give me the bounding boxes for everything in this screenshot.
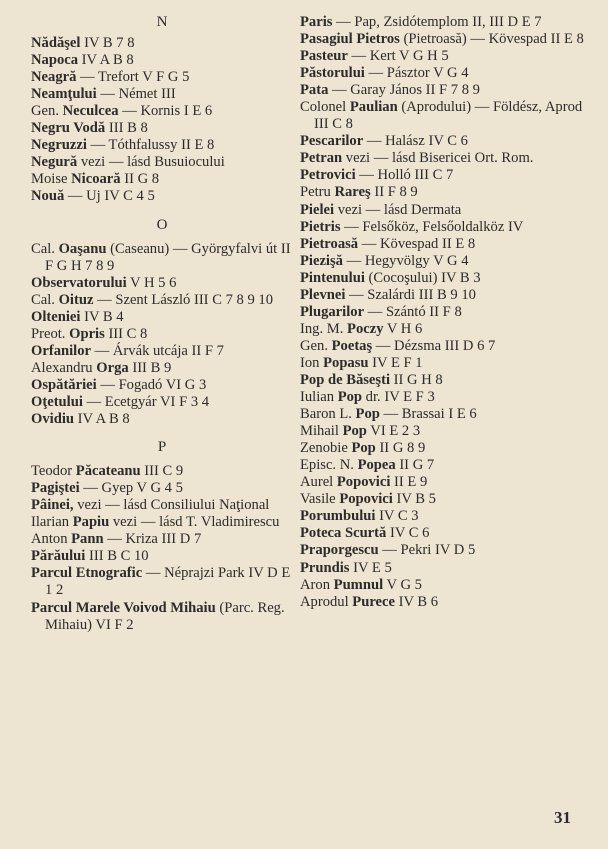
street-entry (300, 423, 600, 440)
street-entry (300, 219, 600, 236)
street-entry (31, 326, 293, 343)
entry-prefix: Colonel (300, 99, 350, 116)
entry-details: — Halász IV C 6 (363, 133, 468, 150)
street-entry (300, 474, 600, 491)
street-entry (31, 600, 293, 634)
entry-details: — Brassai I E 6 (379, 406, 477, 423)
street-name: Ovidiu (31, 411, 74, 428)
entry-details: IV C 3 (375, 508, 419, 525)
street-entry (31, 154, 293, 171)
street-name: Popea (357, 457, 396, 474)
street-entry (31, 241, 293, 275)
street-entry (300, 338, 600, 355)
street-entry (300, 82, 600, 99)
entry-details: IV B 6 (394, 593, 439, 610)
entry-details: — Szalárdi III B 9 10 (345, 286, 476, 303)
entry-details: V G 5 (383, 576, 422, 593)
entry-details: (Cocoşului) IV B 3 (364, 269, 481, 286)
street-entry (31, 275, 293, 292)
entry-details: — Hegyvölgy V G 4 (342, 252, 469, 269)
entry-prefix: Gen. (31, 103, 63, 120)
entry-details: — Kövespad II E 8 (358, 235, 476, 252)
street-entry (300, 508, 600, 525)
entry-prefix: Baron L. (300, 406, 356, 423)
street-entry (300, 525, 600, 542)
street-name: Plugarilor (300, 303, 365, 320)
street-entry (31, 531, 293, 548)
entry-prefix: Alexandru (31, 359, 97, 376)
street-entry (31, 411, 293, 428)
street-entry (300, 236, 600, 253)
street-name: Olteniei (31, 308, 81, 325)
street-entry (300, 542, 600, 559)
entry-details: IV B 5 (392, 491, 436, 508)
street-entry (31, 171, 293, 188)
street-entry (300, 321, 600, 338)
entry-prefix: Ion (300, 354, 324, 371)
entry-prefix: Teodor (31, 463, 76, 480)
street-name: Paulian (349, 99, 398, 116)
entry-details: IV B 7 8 (80, 35, 135, 52)
street-name: Pescarilor (300, 133, 364, 150)
entry-details: — Garay János II F 7 8 9 (328, 82, 480, 99)
street-entry (300, 48, 600, 65)
entry-prefix: Aron (300, 576, 334, 593)
entry-prefix: Vasile (300, 491, 340, 508)
entry-details: II G 7 (395, 457, 435, 474)
street-name: Parcul Etnografic (31, 565, 143, 582)
street-entry (300, 440, 600, 457)
street-name: Purece (352, 593, 395, 610)
street-entry (31, 309, 293, 326)
street-entry (300, 133, 600, 150)
street-entry (300, 560, 600, 577)
street-name: Paris (300, 14, 333, 30)
section-letter: O (156, 216, 168, 233)
street-name: Poetaş (331, 337, 373, 354)
street-name: Petran (300, 150, 343, 167)
page-number: 31 (554, 808, 571, 827)
entry-prefix: Moise (31, 171, 72, 188)
street-name: Prundis (300, 559, 350, 576)
street-name: Pop (337, 389, 363, 406)
entry-details: III B 8 (105, 120, 148, 137)
street-name: Păcateanu (75, 463, 141, 480)
entry-details: — Pap, Zsidótemplom II, III D E 7 (332, 14, 542, 30)
street-name: Pumnul (333, 576, 384, 593)
street-entry (31, 343, 293, 360)
street-entry (31, 565, 293, 599)
street-name: Pielei (300, 201, 335, 218)
entry-prefix: Aprodul (300, 593, 353, 610)
left-column (31, 14, 293, 634)
entry-details: — Pásztor V G 4 (364, 65, 469, 82)
entry-details: — Tóthfalussy II E 8 (86, 137, 215, 154)
entry-details: IV B 4 (80, 308, 124, 325)
street-name: Pann (71, 531, 104, 548)
entry-prefix: Cal. (31, 240, 59, 257)
street-name: Ospătăriei (31, 376, 97, 393)
entry-details: (Parc. Reg. Mihaiu) VI F 2 (45, 599, 285, 633)
entry-details: II E 9 (390, 474, 428, 491)
street-entry (300, 389, 600, 406)
entry-details: II G 8 9 (375, 440, 426, 457)
street-name: Nădăşel (31, 35, 81, 52)
street-entry (300, 594, 600, 611)
street-name: Pop (355, 406, 380, 423)
street-name: Pietroasă (300, 235, 359, 252)
entry-details: III B 9 (128, 359, 172, 376)
entry-prefix: Petru (300, 184, 335, 201)
street-entry (300, 372, 600, 389)
entry-prefix: Preot. (31, 325, 70, 342)
street-entry (300, 150, 600, 167)
entry-details: — Szent László III C 7 8 9 10 (93, 291, 274, 308)
street-name: Petrovici (300, 167, 356, 184)
street-name: Opris (69, 325, 105, 342)
entry-details: — Dézsma III D 6 7 (372, 337, 496, 354)
street-entry (31, 480, 293, 497)
entry-details: (Caseanu) — Györgyfalvi út II F G H 7 8 9 (45, 240, 291, 274)
street-name: Piezişă (300, 252, 343, 269)
street-entry (31, 463, 293, 480)
street-entry (300, 184, 600, 201)
entry-details: — Gyep V G 4 5 (79, 480, 183, 497)
street-entry (31, 86, 293, 103)
street-name: Pop de Băseşti (300, 371, 390, 388)
street-name: Oituz (58, 291, 94, 308)
entry-prefix: Anton (31, 531, 72, 548)
street-name: Negru Vodă (31, 120, 106, 137)
street-entry (300, 457, 600, 474)
street-name: Porumbului (300, 508, 376, 525)
street-name: Popasu (323, 354, 369, 371)
right-column (300, 14, 600, 611)
street-entry (300, 202, 600, 219)
street-entry (31, 35, 293, 52)
street-entry (300, 355, 600, 372)
entry-details: — Kornis I E 6 (118, 103, 213, 120)
street-name: Papiu (72, 514, 110, 531)
entry-details: — Német III (96, 86, 176, 103)
entry-details: III C 9 (140, 463, 184, 480)
street-name: Negură (31, 154, 78, 171)
street-name: Neagră (31, 69, 77, 86)
entry-details: IV A B 8 (74, 411, 130, 428)
entry-details: — Felsőköz, Felsőoldalköz IV (340, 218, 524, 235)
street-name: Popovici (339, 491, 393, 508)
street-name: Pintenului (300, 269, 365, 286)
entry-details: — Néprajzi Park IV D E 1 2 (45, 565, 291, 599)
entry-prefix: Ing. M. (300, 320, 348, 337)
entry-prefix: Mihail (300, 423, 343, 440)
entry-details: IV E F 1 (368, 354, 423, 371)
entry-prefix: Aurel (300, 474, 337, 491)
street-name: Pâinei, (31, 497, 74, 514)
street-entry (300, 99, 600, 133)
street-entry (31, 69, 293, 86)
street-name: Pop (342, 423, 367, 440)
street-entry (300, 31, 600, 48)
entry-details: — Holló III C 7 (355, 167, 454, 184)
street-entry (31, 103, 293, 120)
street-name: Oţetului (31, 393, 83, 410)
street-name: Pietris (300, 218, 341, 235)
street-entry (31, 188, 293, 205)
entry-details: V H 5 6 (126, 274, 177, 291)
entry-details: IV E 5 (349, 559, 392, 576)
entry-details: (Pietroasă) — Kövespad II E 8 (399, 31, 584, 48)
street-name: Orfanilor (31, 342, 91, 359)
street-name: Observatorului (31, 274, 127, 291)
entry-details: — Uj IV C 4 5 (64, 188, 155, 205)
street-entry (300, 270, 600, 287)
street-name: Praporgescu (300, 542, 379, 559)
street-name: Plevnei (300, 286, 346, 303)
entry-details: II F 8 9 (370, 184, 418, 201)
entry-details: vezi — lásd Busuiocului (77, 154, 225, 171)
street-entry (300, 491, 600, 508)
entry-details: II G 8 (120, 171, 160, 188)
street-entry (300, 65, 600, 82)
street-entry (31, 52, 293, 69)
street-entry (300, 14, 600, 31)
street-name: Pasteur (300, 48, 348, 65)
entry-details: vezi — lásd Dermata (334, 201, 462, 218)
street-name: Poczy (347, 320, 384, 337)
street-entry (300, 167, 600, 184)
street-name: Neculcea (62, 103, 119, 120)
street-entry (300, 253, 600, 270)
street-entry (300, 304, 600, 321)
entry-details: — Kriza III D 7 (103, 531, 202, 548)
entry-details: dr. IV E F 3 (362, 389, 435, 406)
street-name: Pagiştei (31, 480, 80, 497)
street-name: Popovici (336, 474, 391, 491)
street-name: Pata (300, 82, 329, 99)
street-name: Parcul Marele Voivod Mihaiu (31, 599, 216, 616)
entry-details: — Fogadó VI G 3 (96, 376, 207, 393)
entry-details: — Kert V G H 5 (347, 48, 449, 65)
street-name: Oaşanu (58, 240, 107, 257)
entry-details: vezi — lásd Bisericei Ort. Rom. (342, 150, 534, 167)
street-name: Neamţului (31, 86, 97, 103)
entry-details: III C 8 (104, 325, 148, 342)
entry-details: IV A B 8 (78, 52, 134, 69)
street-name: Rareş (334, 184, 371, 201)
section-letter: P (157, 439, 167, 456)
street-name: Orga (96, 359, 129, 376)
entry-details: — Pekri IV D 5 (378, 542, 476, 559)
entry-details: vezi — lásd Consiliului Naţional (73, 497, 270, 514)
section-letter: N (156, 14, 168, 30)
street-entry (31, 377, 293, 394)
entry-details: VI E 2 3 (366, 423, 421, 440)
street-entry (31, 292, 293, 309)
entry-prefix: Iulian (300, 389, 338, 406)
entry-details: vezi — lásd T. Vladimirescu (109, 514, 280, 531)
street-name: Păstorului (300, 65, 365, 82)
street-entry (31, 137, 293, 154)
street-entry (300, 577, 600, 594)
street-entry (31, 394, 293, 411)
entry-prefix: Ilarian (31, 514, 73, 531)
entry-prefix: Gen. (300, 337, 332, 354)
entry-details: — Árvák utcája II F 7 (91, 342, 224, 359)
street-entry (300, 287, 600, 304)
entry-details: III B C 10 (85, 548, 149, 565)
street-entry (31, 497, 293, 514)
entry-details: (Aprodului) — Földész, Aprod III C 8 (314, 99, 583, 133)
street-entry (31, 120, 293, 137)
street-name: Poteca Scurtă (300, 525, 387, 542)
entry-prefix: Cal. (31, 291, 59, 308)
entry-details: IV C 6 (386, 525, 430, 542)
entry-details: V H 6 (383, 320, 423, 337)
street-entry (300, 406, 600, 423)
entry-details: — Trefort V F G 5 (76, 69, 190, 86)
street-name: Pop (351, 440, 376, 457)
street-entry (31, 514, 293, 531)
entry-details: II G H 8 (390, 371, 443, 388)
street-entry (31, 360, 293, 377)
street-name: Negruzzi (31, 137, 87, 154)
entry-details: — Ecetgyár VI F 3 4 (82, 393, 210, 410)
street-name: Napoca (31, 52, 79, 69)
entry-prefix: Episc. N. (300, 457, 358, 474)
street-entry (31, 548, 293, 565)
entry-prefix: Zenobie (300, 440, 352, 457)
street-name: Părăului (31, 548, 86, 565)
street-name: Nicoară (71, 171, 121, 188)
street-name: Nouă (31, 188, 65, 205)
street-name: Pasagiul Pietros (300, 31, 400, 48)
entry-details: — Szántó II F 8 (364, 303, 462, 320)
